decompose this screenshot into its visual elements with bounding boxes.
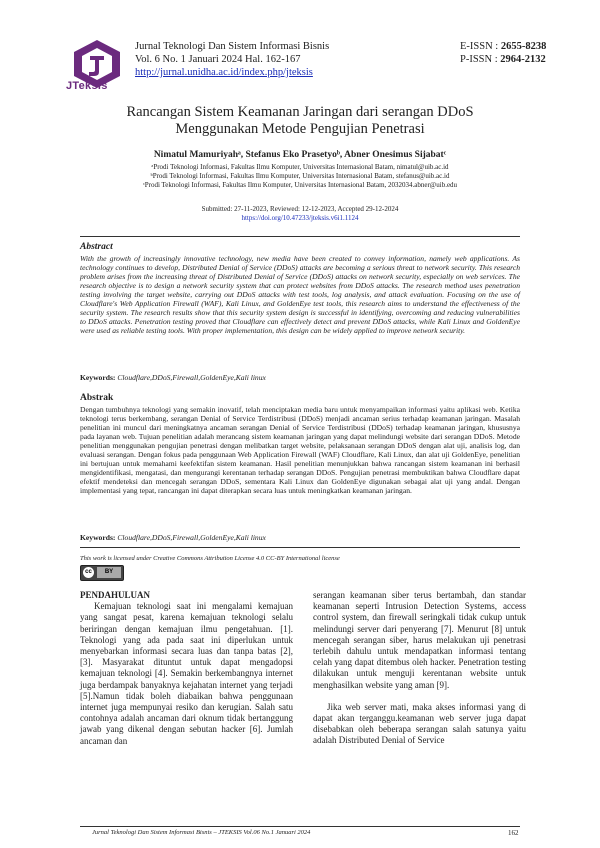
divider bbox=[80, 547, 520, 548]
license-text: This work is licensed under Creative Commons Attribution License 4.0 CC-BY International license bbox=[80, 555, 340, 562]
title-line-1: Rancangan Sistem Keamanan Jaringan dari serangan DDoS bbox=[126, 104, 474, 120]
affiliation-a: ᵃProdi Teknologi Informasi, Fakultas Ilmu Komputer, Universitas Internasional Batam, nimatul@uib.ac.id bbox=[151, 163, 449, 171]
keywords-id-value: Cloudflare,DDoS,Firewall,GoldenEye,Kali linux bbox=[117, 533, 266, 542]
submitted-line: Submitted: 27-11-2023, Reviewed: 12-12-2023, Accepted 29-12-2024 bbox=[201, 205, 399, 213]
affiliations bbox=[60, 163, 540, 190]
abstract-id-heading: Abstrak bbox=[80, 393, 114, 403]
title-line-2: Menggunakan Metode Pengujian Penetrasi bbox=[175, 121, 425, 137]
abstract-en-heading: Abstract bbox=[80, 242, 113, 252]
by-icon: BY bbox=[97, 567, 121, 578]
abstract-en-text: With the growth of increasingly innovative technology, new media have been created to convey information, namely web applications. As technology continues to develop, Distributed Denial of Service (DDoS) attacks are becoming a serious threat to network security. This research problem arises from the increasing threat of Distributed Denial of Service (DDoS) attacks on network security, especially on web services. The research objective is to design a network security system that can protect websites from DDoS attacks. The research method uses penetration testing involving the target website, carrying out DDoS attacks with test tools, log analysis, and attack evaluation. Focusing on the use of Cloudflare's Web Application Firewall (WAF), Kali Linux, and GoldenEye test tools, this research aims to understand the effectiveness of the security system. The research results show that this security system design is successful in identifying, overcoming and reducing vulnerabilities to DDoS attacks. Penetration testing proved that Cloudflare can effectively detect and prevent DDoS attacks, while Kali Linux and GoldenEye were used as reliable testing tools. With proper implementation, this design can be widely applied to improve network security. bbox=[80, 254, 520, 335]
divider bbox=[80, 236, 520, 237]
authors: Nimatul Mamuriyahᵃ, Stefanus Eko Prasetyoᵇ, Abner Onesimus Sijabatᶜ bbox=[153, 150, 447, 160]
keywords-en-value: Cloudflare,DDoS,Firewall,GoldenEye,Kali linux bbox=[117, 373, 266, 382]
affiliation-b: ᵇProdi Teknologi Informasi, Fakultas Ilmu Komputer, Universitas Internasional Batam, stefanus@uib.ac.id bbox=[150, 172, 450, 180]
journal-name: Jurnal Teknologi Dan Sistem Informasi Bisnis bbox=[135, 41, 330, 52]
cc-by-badge-icon[interactable] bbox=[80, 565, 124, 581]
footer-text: Jurnal Teknologi Dan Sistem Informasi Bisnis – JTEKSIS Vol.06 No.1 Januari 2024 bbox=[92, 829, 311, 836]
journal-url-link[interactable]: http://jurnal.unidha.ac.id/index.php/jteksis bbox=[135, 67, 313, 78]
keywords-id-label: Keywords: bbox=[80, 533, 116, 542]
doi-link[interactable]: https://doi.org/10.47233/jteksis.v6i1.1124 bbox=[241, 214, 359, 222]
body-paragraph: Jika web server mati, maka akses informasi yang di dapat akan terganggu.keamanan web server juga dapat disebabkan oleh beberapa serangan salah satunya yaitu adalah Distributed Denial of Service bbox=[313, 701, 526, 746]
body-paragraph: serangan keamanan siber terus bertambah, dan standar keamanan seperti Intrusion Detection Systems, access control system, dan firewall seringkali tidak cukup untuk melindungi server dari penyerang [7]. Menurut [8] untuk mencegah serangan siber, harus melakukan uji penetrasi terlebih dahulu untuk mendapatkan informasi tentang celah yang dapat ditembus oleh hacker. Penetration testing dilakukan untuk menguji kerentanan website untuk menghasilkan website yang aman [9]. bbox=[313, 590, 526, 690]
pissn-value: 2964-2132 bbox=[500, 54, 546, 65]
affiliation-c: ᶜProdi Teknologi Informasi, Fakultas Ilmu Komputer, Universitas Internasional Batam, 2032034.abner@uib.edu bbox=[142, 181, 458, 189]
issn-block bbox=[460, 40, 550, 66]
body-right-column bbox=[313, 590, 526, 747]
body-paragraph: Kemajuan teknologi saat ini mengalami kemajuan yang sangat pesat, karena kemajuan teknologi selalu beriringan dengan kemajuan ilmu pengetahuan. [1]. Teknologi yang ada pada saat ini diperlukan untuk menyebarkan informasi secara luas dan tanpa batas [2], [3]. Masyarakat dituntut untuk dapat mengadopsi kemajuan teknologi [4]. Semakin berkembangnya internet juga berdampak banyaknya kejahatan internet yang terjadi [5].Namun tidak boleh diabaikan bahwa penggunaan internet juga mempunyai resiko dan kerugian. Salah satu contohnya adalah ancaman dari oknum tidak bertanggung jawab yang dikenal dengan sebutan hacker [6]. Jumlah ancaman dan bbox=[80, 601, 293, 746]
section-heading: PENDAHULUAN bbox=[80, 590, 151, 600]
journal-info bbox=[135, 40, 329, 79]
keywords-en-label: Keywords: bbox=[80, 373, 116, 382]
page-number: 162 bbox=[508, 829, 519, 837]
footer-divider bbox=[80, 826, 520, 827]
submission-dates bbox=[60, 205, 540, 223]
eissn-label: E-ISSN : bbox=[460, 41, 499, 52]
eissn-value: 2655-8238 bbox=[500, 41, 547, 52]
pissn-label: P-ISSN : bbox=[460, 54, 498, 65]
journal-volume: Vol. 6 No. 1 Januari 2024 Hal. 162-167 bbox=[135, 54, 301, 65]
paper-title bbox=[60, 104, 540, 138]
keywords-en bbox=[80, 373, 520, 382]
cc-icon: cc bbox=[83, 567, 94, 578]
logo-text: JTeksis bbox=[66, 80, 108, 92]
body-left-column bbox=[80, 590, 293, 747]
keywords-id bbox=[80, 533, 520, 542]
abstract-id-text: Dengan tumbuhnya teknologi yang semakin inovatif, telah menciptakan media baru untuk menyampaikan informasi yaitu aplikasi web. Ketika teknologi terus berkembang, serangan Denial of Service Terdistribusi (DDoS) menjadi ancaman serius terhadap keamanan jaringan. Masalah penelitian ini muncul dari meningkatnya ancaman serangan Denial of Service Terdistribusi (DDoS) terhadap keamanan jaringan, khususnya pada layanan web. Tujuan penelitian adalah merancang sistem keamanan jaringan yang dapat melindungi website dari serangan DDoS. Metode penelitian menggunakan pengujian penetrasi dengan melibatkan target website, pelaksanaan serangan DDoS dengan alat uji, analisis log, dan evaluasi serangan. Dengan fokus pada penggunaan Web Application Firewall (WAF) Cloudflare, Kali Linux, dan alat uji GoldenEye, penelitian ini bertujuan untuk memahami keefektifan sistem keamanan. Hasil penelitian menunjukkan bahwa rancangan sistem keamanan ini berhasil mengidentifikasi, mengatasi, dan mengurangi kerentanan terhadap serangan DDoS. Pengujian penetrasi membuktikan bahwa Cloudflare dapat efektif mendeteksi dan mencegah serangan DDoS, sementara Kali Linux dan GoldenEye digunakan sebagai alat uji yang andal. Dengan implementasi yang tepat, rancangan ini dapat diterapkan secara luas untuk meningkatkan keamanan jaringan. bbox=[80, 405, 520, 495]
